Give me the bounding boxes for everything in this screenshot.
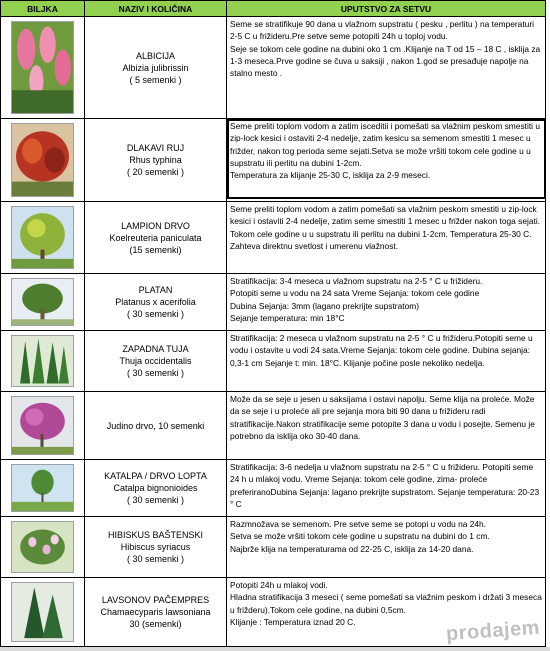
cell-name-qty[interactable] [85, 517, 227, 578]
instruction-paragraph: Potopiti 24h u mlakoj vodi. [230, 580, 328, 590]
plant-latin-name: Koelreuteria paniculata [109, 232, 202, 243]
rhus-photo-icon [11, 123, 74, 197]
cell-instructions[interactable] [227, 274, 546, 331]
plant-quantity: ( 30 semenki ) [126, 554, 185, 564]
watermark-text: prodajem [445, 616, 541, 646]
plant-latin-name: Catalpa bignonioides [113, 483, 198, 493]
instruction-paragraph: Seme se stratifikuje 90 dana u vlažnom supstratu ( pesku , perlitu ) na temperaturi 2-5 C u frižideru.Pre setve seme potopiti 24h u toploj vodu. [230, 19, 534, 42]
cell-instructions[interactable] [227, 119, 546, 202]
instruction-paragraph: Najbrže klija na temperaturama od 22-25 C, isklija za 14-20 dana. [230, 543, 474, 554]
instruction-paragraph: Sejanje temperatura: min 18°C [230, 312, 345, 323]
cell-plant-image[interactable] [0, 17, 85, 119]
plant-quantity: (15 semenki) [129, 244, 182, 255]
sheet-tab-strip [0, 647, 550, 651]
cell-name-qty[interactable] [85, 202, 227, 274]
table-row [0, 460, 546, 517]
plant-name: ZAPADNA TUJA [122, 344, 189, 354]
table-header [0, 0, 546, 17]
plant-quantity: ( 20 semenki ) [126, 167, 185, 177]
catalpa-photo-icon [11, 464, 74, 512]
plant-quantity: ( 5 semenki ) [129, 74, 182, 85]
plant-latin-name: Albizia julibrissin [122, 62, 189, 73]
cell-name-qty[interactable] [85, 274, 227, 331]
table-row [0, 119, 546, 202]
instruction-paragraph: Može da se seje u jesen u saksijama i ostavi napolju. Seme klija na proleće. Može da se seje i u proleće ali pre sejanja mora biti 90 dana u frižideru radi stratifikacije.Nakon stratifikacije seme potopite 3 dana u vodu i posejte. Semenu je potrebno da isklija oko 30-40 dana. [230, 394, 535, 441]
plant-quantity: ( 30 semenki ) [126, 309, 185, 319]
cell-plant-image[interactable] [0, 392, 85, 460]
cell-instructions[interactable] [227, 202, 546, 274]
cell-plant-image[interactable] [0, 119, 85, 202]
cercis-photo-icon [11, 396, 74, 455]
koelreuteria-photo-icon [11, 206, 74, 269]
cell-plant-image[interactable] [0, 202, 85, 274]
plant-name: DLAKAVI RUJ [126, 143, 185, 153]
cell-name-qty[interactable] [85, 460, 227, 517]
instruction-paragraph: Seje se tokom cele godine na dubini oko 1 cm .Klijanje na T od 15 – 18 C , isklija za 1-3 meseca.Prve godine se čuva u saksiji , nakon 1.god se presađuje napolje na stalno mesto . [230, 43, 541, 79]
table-row [0, 517, 546, 578]
plant-name: PLATAN [138, 285, 173, 295]
thuja-photo-icon [11, 335, 74, 387]
hibiscus-photo-icon [11, 521, 74, 573]
cell-instructions[interactable] [227, 392, 546, 460]
table-row [0, 331, 546, 392]
plant-quantity: ( 30 semenki ) [126, 368, 185, 378]
instruction-paragraph: Temperatura za klijanje 25-30 C, isklija za 2-9 meseci. [230, 170, 431, 181]
cell-plant-image[interactable] [0, 578, 85, 647]
cell-instructions[interactable] [227, 460, 546, 517]
cell-instructions[interactable] [227, 331, 546, 392]
header-name-qty[interactable]: NAZIV I KOLIČINA [85, 0, 227, 17]
table-row [0, 392, 546, 460]
cell-name-qty[interactable] [85, 331, 227, 392]
instruction-paragraph: Klijanje : Temperatura iznad 20 C. [230, 616, 356, 627]
cell-plant-image[interactable] [0, 460, 85, 517]
plant-name: ALBICIJA [135, 50, 175, 61]
plant-name: KATALPA / DRVO LOPTA [104, 471, 207, 481]
plant-name: Judino drvo, 10 semenki [106, 420, 205, 431]
instruction-paragraph: Stratifikacija: 3-4 meseca u vlažnom supstratu na 2-5 ° C u frižideru. [230, 276, 483, 286]
cell-name-qty[interactable] [85, 119, 227, 202]
instruction-paragraph: Razmnožava se semenom. Pre setve seme se potopi u vodu na 24h. [230, 519, 487, 529]
plant-latin-name: Hibiscus syriacus [120, 542, 191, 552]
cell-instructions[interactable] [227, 17, 546, 119]
chamaecyparis-photo-icon [11, 582, 74, 642]
instruction-paragraph: Setva se može vršiti tokom cele godine u supstratu na dubini do 1 cm. [230, 531, 490, 542]
plant-name: LAMPION DRVO [121, 220, 190, 231]
cell-instructions[interactable] [227, 517, 546, 578]
plant-name: HIBISKUS BAŠTENSKI [107, 530, 204, 540]
header-instructions[interactable]: UPUTSTVO ZA SETVU [227, 0, 546, 17]
plant-quantity: ( 30 semenki ) [126, 495, 185, 505]
cell-name-qty[interactable] [85, 392, 227, 460]
table-row [0, 202, 546, 274]
cell-plant-image[interactable] [0, 274, 85, 331]
plant-latin-name: Thuja occidentalis [119, 356, 192, 366]
cell-name-qty[interactable] [85, 17, 227, 119]
plant-name: LAVSONOV PAČEMPRES [101, 595, 210, 605]
instruction-paragraph: Seme preliti toplom vodom a zatim isceditii i pomešati sa vlažnim peskom smestiti u zip-lock kesici i ostaviti 2-4 nedelje, zatim kesicu sa semenom smestiti 1 mesec u frižder, nakon tog perioda seme sejati.Setva se može vršiti tokom cele godine u u supstratu ili perlitu na dubini 1-2cm. [230, 121, 540, 168]
table-row [0, 17, 546, 119]
table-row [0, 274, 546, 331]
instruction-paragraph: Dubina Sejanja: 3mm (lagano prekrijte supstratom) [230, 300, 419, 311]
plant-latin-name: Rhus typhina [129, 155, 182, 165]
instruction-paragraph: Seme preliti toplom vodom a zatim pomešati sa vlažnim peskom smestiti u zip-lock kesici i ostaviti 2-4 nedelje, zatim seme smestiti 1 mesec u frižder nakon toga sejati. Tokom cele godine u u supstratu ili perlitu na dubini 1-2cm. Temperatura 25-30 C. Zahteva direktnu svetlost i umerenu vlažnost. [230, 204, 541, 251]
platanus-photo-icon [11, 278, 74, 326]
plant-quantity: 30 (semenki) [129, 619, 182, 629]
plant-latin-name: Platanus x acerifolia [115, 297, 196, 307]
cell-plant-image[interactable] [0, 517, 85, 578]
albizia-photo-icon [11, 21, 74, 114]
cell-plant-image[interactable] [0, 331, 85, 392]
plant-latin-name: Chamaecyparis lawsoniana [100, 607, 211, 617]
cell-name-qty[interactable] [85, 578, 227, 647]
instruction-paragraph: Stratifikacija: 2 meseca u vlažnom supstratu na 2-5 ° C u frižideru.Potopiti seme u vodu i ostavite u vodi 24 sata.Vreme Sejanja: tokom cele godine. Dubina sejanja: 0,3-1 cm Sejanje t: min. 18°C. Klijanje počine posle nekoliko nedelja. [230, 333, 533, 368]
instruction-paragraph: Potopiti seme u vodu na 24 sata Vreme Sejanja: tokom cele godine [230, 288, 480, 299]
instruction-paragraph: Stratifikacija: 3-6 nedelja u vlažnom supstratu na 2-5 ° C u frižideru. Potopiti seme 24 h u mlakoj vodu. Vreme Sejanja: tokom cele godine, zima- proleće preferiranoDubina Sejanja: lagano prekrijte supstratom. Sejanje temperatura: 20-23 ° C [230, 462, 540, 509]
instruction-paragraph: Hladna stratifikacija 3 meseci ( seme pomešati sa vlažnim peskom i držati 3 meseca u frižderu).Tokom cele godine, na dubini 0,5cm. [230, 592, 542, 615]
header-plant[interactable]: BILJKA [0, 0, 85, 17]
